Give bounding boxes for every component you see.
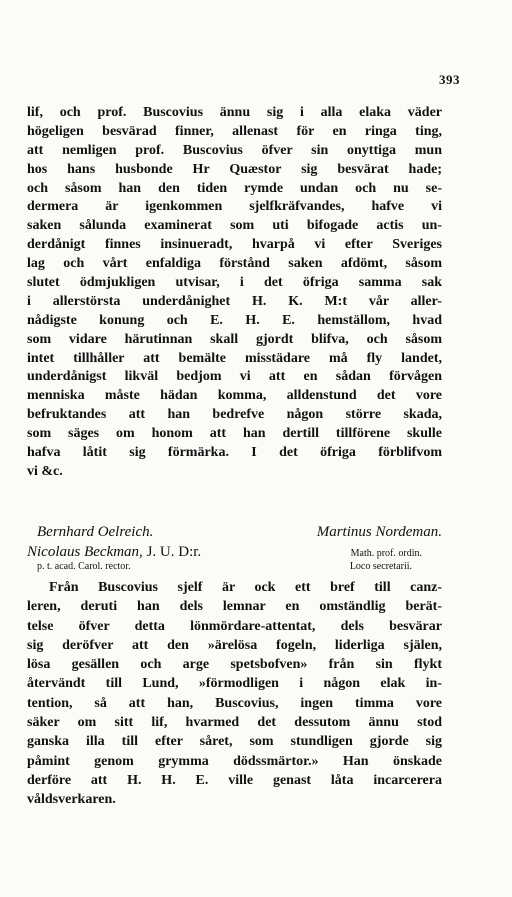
text-line: underdånigst likväl bedjom vi att en sådan förvågen xyxy=(27,369,442,385)
text-line: slutet ödmjukligen utvisar, i det öfriga samma sak xyxy=(27,275,442,291)
text-line: i allerstörsta underdånighet H. K. M:t vår aller- xyxy=(27,293,442,309)
text-line: lif, och prof. Buscovius ännu sig i alla elaka väder xyxy=(27,105,442,120)
text-line: ganska illa till efter såret, som stundligen gjorde sig xyxy=(27,734,442,750)
text-line: som vidare härutinnan skall gjordt blifva, och såsom xyxy=(27,331,442,347)
signatory-role-secretary: Loco secretarii. xyxy=(349,561,412,572)
text-line: nådigste konung och E. H. E. hemställom, hvad xyxy=(27,312,442,328)
text-line: lag och vårt enfaldiga förstånd saken afdömt, såsom xyxy=(27,256,442,272)
text-line: dermera är igenkommen sjelfkräfvandes, hafve vi xyxy=(27,199,442,215)
text-line: högeligen besvärad finner, allenast för en ringa ting, xyxy=(27,123,442,139)
text-line: att nemligen prof. Buscovius öfver sin onyttiga mun xyxy=(27,142,442,158)
text-line: vi &c. xyxy=(27,463,63,479)
signatory-name-oelreich: Bernhard Oelreich. xyxy=(37,524,154,540)
signature-row xyxy=(27,542,442,562)
signatory-role-nordeman: Math. prof. ordin. xyxy=(350,548,422,559)
paragraph-1 xyxy=(27,104,442,482)
signature-row xyxy=(27,522,442,542)
paragraph-2 xyxy=(27,578,442,810)
text-line: Från Buscovius sjelf är ock ett bref till canz- xyxy=(49,580,442,595)
text-line: derföre att H. H. E. ville genast låta incarcerera xyxy=(27,772,442,788)
text-line: hafva låtit sig förmärka. I det öfriga förblifvom xyxy=(27,445,442,461)
signatory-beckman xyxy=(27,542,201,562)
text-line: återvändt till Lund, »förmodligen i någon elak in- xyxy=(27,676,442,692)
text-line: tention, så att han, Buscovius, ingen timma vore xyxy=(27,695,442,711)
text-line: sig deröfver att den »ärelösa fogeln, liderliga själen, xyxy=(27,637,442,653)
text-line: säker om sitt lif, hvarmed det dessutom ännu stod xyxy=(27,715,442,731)
signatory-title-beckman: J. U. D:r. xyxy=(142,544,202,560)
text-line: som säges om honom att han dertill tillförene skulle xyxy=(27,426,442,442)
text-line: telse öfver detta lönmördare-attentat, dels besvärar xyxy=(27,618,442,634)
text-line: befruktandes att han bedrefve någon större skada, xyxy=(27,407,442,423)
text-line: saken sålunda examinerat som uti bifogade actis un- xyxy=(27,218,442,234)
signature-roles-row xyxy=(27,560,442,574)
page-number: 393 xyxy=(439,72,460,87)
text-line: leren, deruti han dels lemnar en omständlig berät- xyxy=(27,599,442,615)
signature-block xyxy=(27,522,442,574)
text-line: våldsverkaren. xyxy=(27,792,116,808)
text-line: påmint genom grymma dödssmärtor.» Han önskade xyxy=(27,753,442,769)
text-line: och såsom han den tiden rymde undan och nu se- xyxy=(27,180,442,196)
text-line: lösa gesällen och arge spetsbofven» från sin flykt xyxy=(27,657,442,673)
text-line: hos hans husbonde Hr Quæstor sig besvärat hade; xyxy=(27,161,442,177)
text-line: derdånigt finnes insinueradt, hvarpå vi efter Sveriges xyxy=(27,237,442,253)
signatory-name-nordeman: Martinus Nordeman. xyxy=(316,524,442,540)
text-line: menniska måste hädan komma, alldenstund det vore xyxy=(27,388,442,404)
signatory-role-beckman: p. t. acad. Carol. rector. xyxy=(37,561,131,572)
text-line: intet tillhåller att bemälte misstädare må fly landet, xyxy=(27,350,442,366)
signatory-name-beckman: Nicolaus Beckman, xyxy=(27,544,143,560)
